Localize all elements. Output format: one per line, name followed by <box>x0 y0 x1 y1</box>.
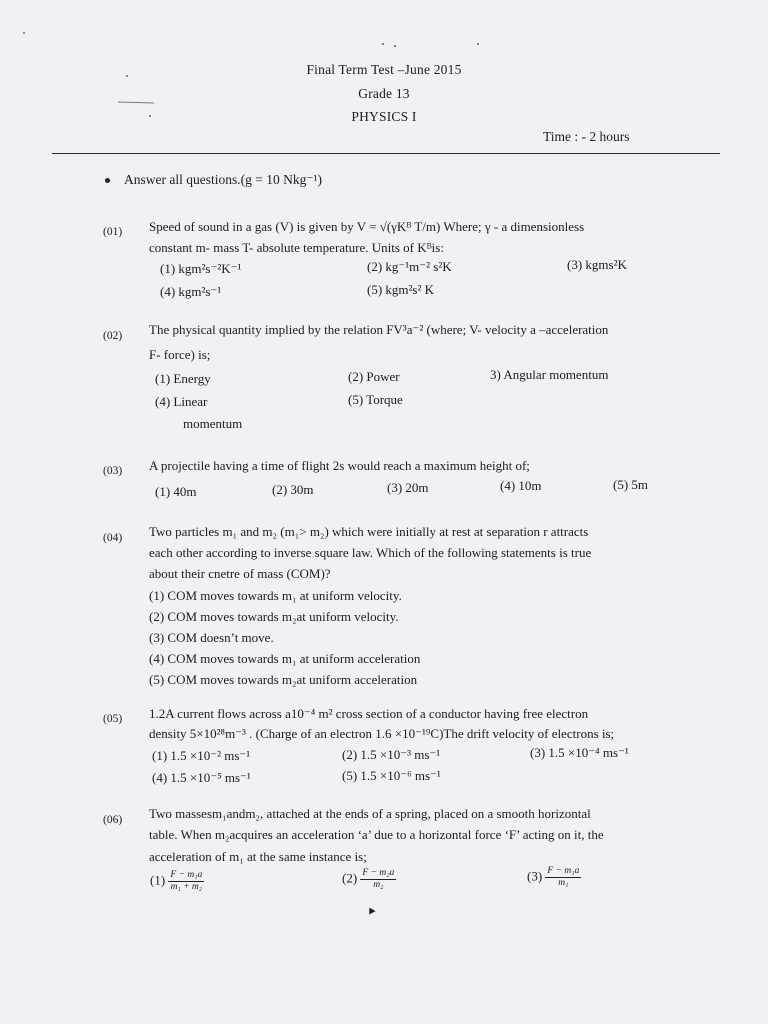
question-number: (06) <box>103 814 123 826</box>
question-number: (01) <box>103 226 123 238</box>
question-line: The physical quantity implied by the relation FV³a⁻² (where; V- velocity a –acceleration <box>149 322 609 337</box>
option: (3) 1.5 ×10⁻⁴ ms⁻¹ <box>530 745 629 760</box>
question-line: Speed of sound in a gas (V) is given by V = √(γKᴮ T/m) Where; γ - a dimensionless <box>149 219 585 234</box>
option: (2) kg⁻¹m⁻² s²K <box>367 259 452 274</box>
option: (1) 40m <box>155 484 197 499</box>
option: (2) Power <box>348 369 400 384</box>
option: 3) Angular momentum <box>490 367 609 382</box>
exam-title: Final Term Test –June 2015 <box>306 62 462 77</box>
question-line: F- force) is; <box>149 347 211 362</box>
question-line: density 5×10²⁸m⁻³ . (Charge of an electron 1.6 ×10⁻¹⁹C)The drift velocity of electrons is; <box>149 726 615 741</box>
question-line: each other according to inverse square law. Which of the following statements is true <box>149 545 592 560</box>
option: (4) Linear <box>155 394 208 409</box>
fraction-numerator: F − m₂a <box>362 868 395 878</box>
option-label: (3) <box>527 868 543 884</box>
option: (4) 10m <box>500 478 542 493</box>
option: (2) 1.5 ×10⁻³ ms⁻¹ <box>342 747 441 762</box>
question-line: about their cnetre of mass (COM)? <box>149 566 331 581</box>
subject-label: PHYSICS I <box>351 109 417 124</box>
option: (4) 1.5 ×10⁻⁵ ms⁻¹ <box>152 770 251 785</box>
question-number: (05) <box>103 713 123 725</box>
option: (5) 5m <box>613 477 649 492</box>
option: (5) Torque <box>348 392 403 407</box>
option: (5) kgm²s² K <box>367 282 435 297</box>
fraction-denominator: m₂ <box>373 880 384 890</box>
page-mark-icon: ‣ <box>367 904 378 921</box>
question-line: acceleration of m₁ at the same instance is; <box>149 849 367 864</box>
question-line: 1.2A current flows across a10⁻⁴ m² cross section of a conductor having free electron <box>149 706 589 721</box>
option: momentum <box>183 416 243 431</box>
option: (3) kgms²K <box>567 257 627 272</box>
option: (3) COM doesn’t move. <box>149 630 274 645</box>
question-line: A projectile having a time of flight 2s would reach a maximum height of; <box>149 458 530 473</box>
question-number: (04) <box>103 532 123 544</box>
option: (2) 30m <box>272 482 314 497</box>
option: (1) Energy <box>155 371 211 386</box>
fraction-numerator: F − m₁a <box>170 870 203 880</box>
option: (4) kgm²s⁻¹ <box>160 284 222 299</box>
option: (5) COM moves towards m₂at uniform acceleration <box>149 672 418 687</box>
option: (5) 1.5 ×10⁻⁶ ms⁻¹ <box>342 768 441 783</box>
option: (2) COM moves towards m₂at uniform velocity. <box>149 609 399 624</box>
option: (4) COM moves towards m₁ at uniform acceleration <box>149 651 421 666</box>
instruction-text: Answer all questions.(g = 10 Nkg⁻¹) <box>124 172 323 187</box>
option: (1) COM moves towards m₁ at uniform velocity. <box>149 588 402 603</box>
option: (1) 1.5 ×10⁻² ms⁻¹ <box>152 748 251 763</box>
fraction-denominator: m₁ + m₂ <box>170 882 203 892</box>
question-line: constant m- mass T- absolute temperature. Units of Kᴮis: <box>149 240 444 255</box>
question-line: Two particles m₁ and m₂ (m₁> m₂) which were initially at rest at separation r attracts <box>149 524 589 539</box>
question-number: (02) <box>103 330 123 342</box>
time-label: Time : - 2 hours <box>543 129 630 144</box>
question-line: Two massesm₁andm₂, attached at the ends of a spring, placed on a smooth horizontal <box>149 806 591 821</box>
question-line: table. When m₂acquires an acceleration ‘a’ due to a horizontal force ‘F’ acting on it, the <box>149 827 604 842</box>
option: (3) 20m <box>387 480 429 495</box>
option: (1) kgm²s⁻²K⁻¹ <box>160 261 242 276</box>
fraction-numerator: F − m₁a <box>547 866 580 876</box>
fraction-denominator: m₁ <box>558 878 569 888</box>
option-label: (2) <box>342 870 358 886</box>
grade-label: Grade 13 <box>358 86 410 101</box>
option-label: (1) <box>150 872 166 888</box>
question-number: (03) <box>103 465 123 477</box>
